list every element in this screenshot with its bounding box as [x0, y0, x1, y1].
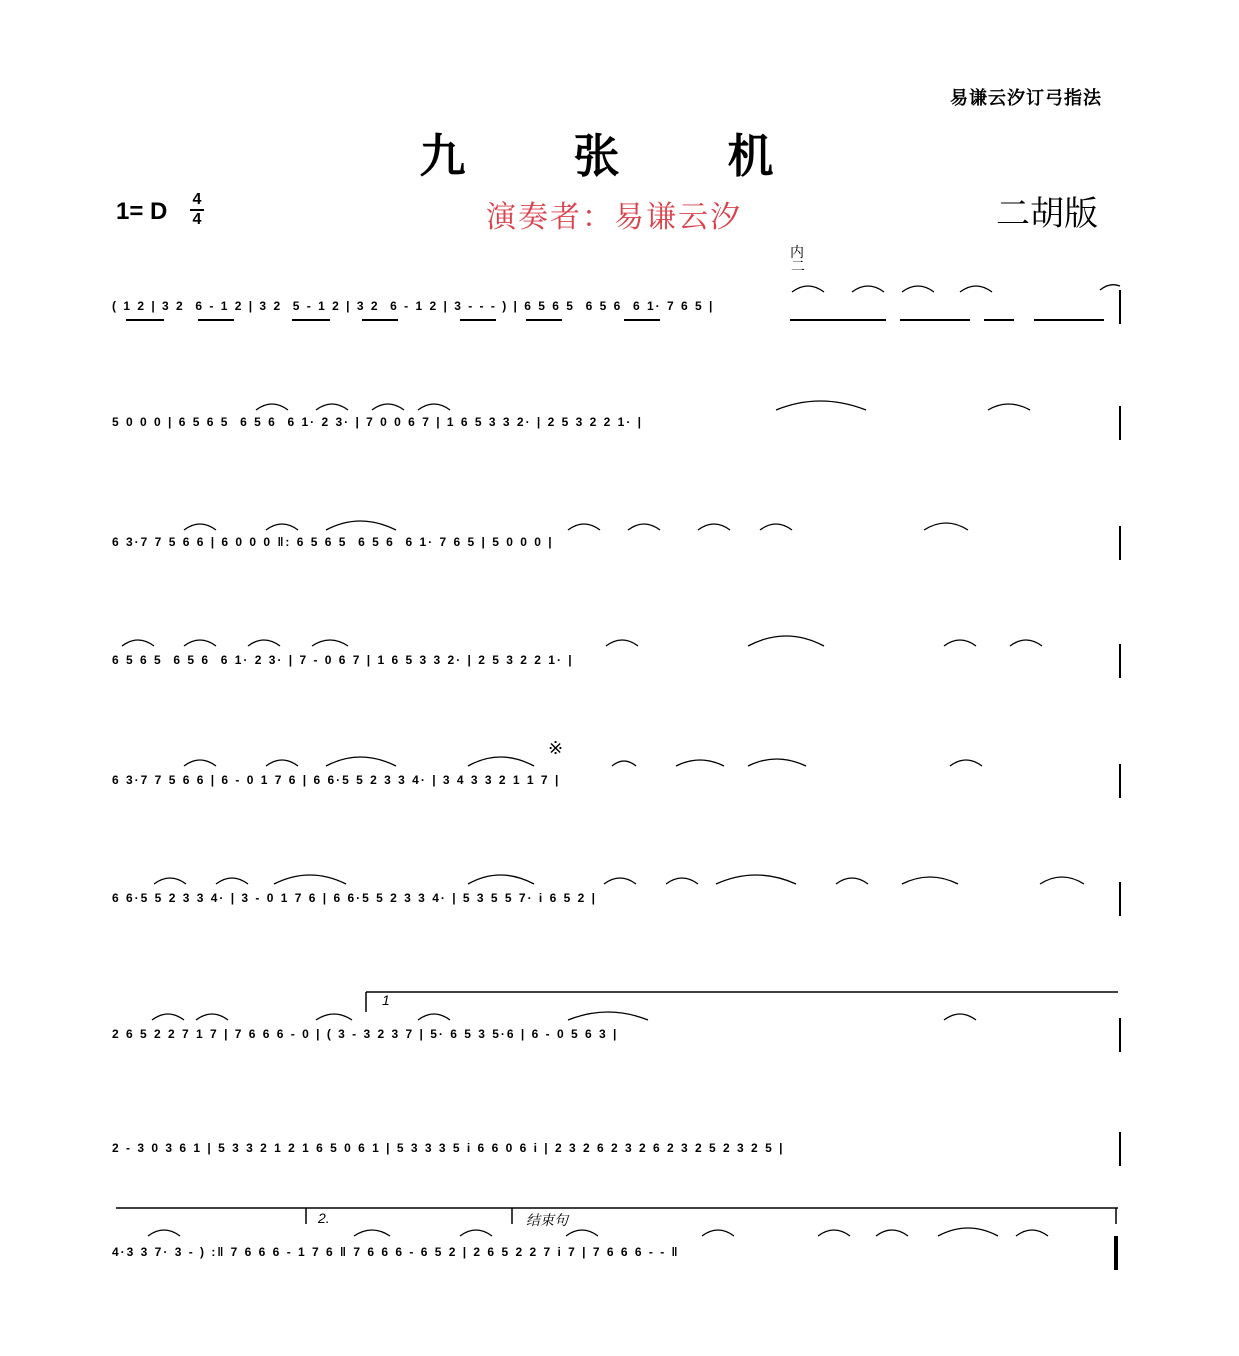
- arranger-credit: 易谦云汐订弓指法: [950, 88, 1102, 109]
- coda-label: 结束句: [526, 1212, 568, 1228]
- time-signature-top: 4: [192, 191, 202, 208]
- inner-string-mark: 内: [790, 244, 804, 260]
- second-ending-label: 2.: [318, 1210, 330, 1226]
- score-line-1: ( 1 2 | 3 2 6 - 1 2 | 3 2 5 - 1 2 | 3 2 6 - 1 2 | 3 - - - ) | 6 5 6 5 6 5 6 6 1· 7 6 5 |: [112, 299, 715, 313]
- score-title: 九 张 机: [419, 129, 820, 183]
- score-line-2: 5 0 0 0 | 6 5 6 5 6 5 6 6 1· 2 3· | 7 0 0 6 7 | 1 6 5 3 3 2· | 2 5 3 2 2 1· |: [112, 415, 644, 429]
- time-signature: [190, 192, 204, 228]
- score-line-9: 4·3 3 7· 3 - ) :‖ 7 6 6 6 - 1 7 6 ‖ 7 6 6 6 - 6 5 2 | 2 6 5 2 2 7 i 7 | 7 6 6 6 - - ‖: [112, 1245, 680, 1259]
- first-ending-label: 1: [382, 992, 390, 1008]
- time-signature-bottom: 4: [192, 211, 202, 228]
- segno-sign: ※: [548, 738, 564, 758]
- finger-mark: 二: [791, 258, 805, 274]
- score-line-3: 6 3·7 7 5 6 6 | 6 0 0 0 ‖: 6 5 6 5 6 5 6 6 1· 7 6 5 | 5 0 0 0 |: [112, 535, 554, 549]
- score-line-4: 6 5 6 5 6 5 6 6 1· 2 3· | 7 - 0 6 7 | 1 6 5 3 3 2· | 2 5 3 2 2 1· |: [112, 653, 574, 667]
- key-signature: 1= D: [116, 198, 168, 225]
- score-line-6: 6 6·5 5 2 3 3 4· | 3 - 0 1 7 6 | 6 6·5 5 2 3 3 4· | 5 3 5 5 7· i 6 5 2 |: [112, 891, 597, 905]
- score-line-8: 2 - 3 0 3 6 1 | 5 3 3 2 1 2 1 6 5 0 6 1 | 5 3 3 3 5 i 6 6 0 6 i | 2 3 2 6 2 3 2 6 2 3 2 5 2 3 2 5 |: [112, 1141, 785, 1155]
- score-line-5: 6 3·7 7 5 6 6 | 6 - 0 1 7 6 | 6 6·5 5 2 3 3 4· | 3 4 3 3 2 1 1 7 |: [112, 773, 561, 787]
- instrument-version: 二胡版: [996, 194, 1098, 234]
- score-line-7: 2 6 5 2 2 7 1 7 | 7 6 6 6 - 0 | ( 3 - 3 2 3 7 | 5· 6 5 3 5·6 | 6 - 0 5 6 3 |: [112, 1027, 619, 1041]
- performer-credit: 演奏者：易谦云汐: [486, 200, 742, 235]
